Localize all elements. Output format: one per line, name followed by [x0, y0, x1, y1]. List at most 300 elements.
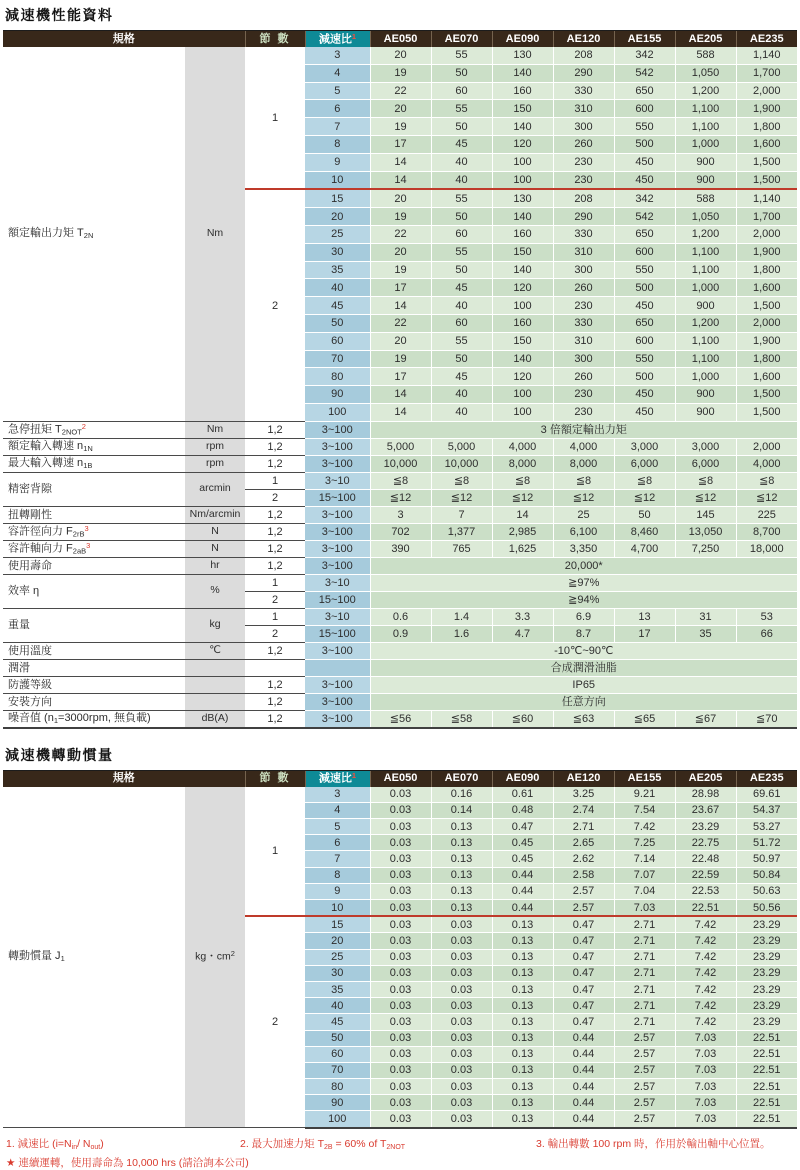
value-cell: 20 [370, 332, 431, 350]
value-cell: 0.47 [553, 933, 614, 949]
value-cell: 45 [431, 368, 492, 386]
value-cell: 130 [492, 189, 553, 207]
unit-cell [185, 608, 245, 642]
value-cell: 0.03 [431, 1046, 492, 1062]
ratio-cell: 35 [305, 261, 370, 279]
ratio-cell: 3~100 [305, 523, 370, 540]
unit-cell [185, 557, 245, 574]
value-cell: 60 [431, 225, 492, 243]
ratio-cell: 25 [305, 225, 370, 243]
spec-row [3, 676, 797, 693]
value-cell: 260 [553, 368, 614, 386]
value-cell: 1,100 [675, 261, 736, 279]
value-cell: 8,000 [553, 455, 614, 472]
value-cell: 55 [431, 100, 492, 118]
value-cell: 145 [675, 506, 736, 523]
value-cell: 290 [553, 64, 614, 82]
spec-row [3, 557, 797, 574]
block-label-cell [3, 47, 185, 421]
stage-cell: 1,2 [245, 642, 305, 659]
ratio-cell: 15~100 [305, 591, 370, 608]
value-cell: 7,250 [675, 540, 736, 557]
value-cell: 600 [614, 100, 675, 118]
value-cell: 342 [614, 47, 675, 64]
model-header-ae120: AE120 [553, 770, 614, 787]
value-cell: 23.29 [675, 819, 736, 835]
ratio-cell: 3~100 [305, 540, 370, 557]
value-cell: 450 [614, 153, 675, 171]
value-cell: 0.13 [492, 1030, 553, 1046]
value-cell: 500 [614, 135, 675, 153]
unit-cell [185, 787, 245, 1128]
superscript: 2 [81, 421, 86, 431]
value-cell: 208 [553, 47, 614, 64]
value-cell: 7.42 [675, 998, 736, 1014]
ratio-cell: 10 [305, 900, 370, 917]
value-cell: 7.04 [614, 883, 675, 899]
value-cell: 230 [553, 297, 614, 315]
value-cell: 40 [431, 386, 492, 404]
value-cell: 2.58 [553, 867, 614, 883]
value-cell: 8,700 [736, 523, 797, 540]
value-cell: 650 [614, 225, 675, 243]
value-cell: 450 [614, 386, 675, 404]
value-cell: 1.6 [431, 625, 492, 642]
text-segment: ) [100, 1137, 104, 1150]
value-cell: 0.03 [431, 916, 492, 933]
value-cell: 1,050 [675, 64, 736, 82]
stage-cell: 2 [245, 625, 305, 642]
value-cell: 8,000 [492, 455, 553, 472]
text-segment: 容許徑向力 F [8, 525, 73, 538]
value-span-cell: IP65 [370, 676, 797, 693]
value-cell: 0.13 [431, 819, 492, 835]
value-cell: 1,377 [431, 523, 492, 540]
value-cell: 1,600 [736, 368, 797, 386]
value-cell: 900 [675, 297, 736, 315]
model-header-ae205: AE205 [675, 770, 736, 787]
model-header-ae155: AE155 [614, 770, 675, 787]
text-segment: = 60% of T [332, 1137, 387, 1150]
value-cell: 1,500 [736, 386, 797, 404]
subscript: 1B [83, 461, 93, 471]
value-cell: 2.57 [614, 1079, 675, 1095]
model-header-ae090: AE090 [492, 31, 553, 48]
value-cell: 23.29 [736, 981, 797, 997]
spec-header: 規格 [3, 31, 245, 48]
value-cell: 2.71 [614, 933, 675, 949]
value-cell: 0.03 [370, 965, 431, 981]
value-cell: 1,200 [675, 225, 736, 243]
value-cell: 588 [675, 189, 736, 207]
value-cell: 10,000 [431, 455, 492, 472]
spec-row [3, 506, 797, 523]
value-cell: 7.03 [614, 900, 675, 917]
text-segment: =3000rpm, 無負載) [58, 712, 151, 725]
value-cell: 0.16 [431, 787, 492, 803]
value-cell: 1,140 [736, 47, 797, 64]
value-cell: 55 [431, 47, 492, 64]
value-cell: 1,700 [736, 208, 797, 226]
footnote-star [6, 1155, 797, 1170]
value-cell: 2.57 [614, 1030, 675, 1046]
value-cell: 1,625 [492, 540, 553, 557]
stage-cell: 2 [245, 189, 305, 421]
value-cell: 17 [370, 135, 431, 153]
value-cell: 4.7 [492, 625, 553, 642]
ratio-cell: 3~100 [305, 506, 370, 523]
value-cell: 225 [736, 506, 797, 523]
value-cell: 2.57 [553, 900, 614, 917]
value-cell: 22.51 [736, 1079, 797, 1095]
subscript: 1N [83, 444, 93, 454]
value-cell: 28.98 [675, 787, 736, 803]
value-cell: 0.47 [553, 949, 614, 965]
model-header-ae070: AE070 [431, 31, 492, 48]
value-cell: 8,460 [614, 523, 675, 540]
value-cell: 0.47 [553, 981, 614, 997]
value-cell: 1,800 [736, 261, 797, 279]
value-cell: 1,800 [736, 350, 797, 368]
value-cell: 0.03 [370, 1014, 431, 1030]
value-cell: 208 [553, 189, 614, 207]
unit-cell [185, 642, 245, 659]
value-cell: ≦12 [675, 489, 736, 506]
value-cell: 53 [736, 608, 797, 625]
value-cell: 7.03 [675, 1046, 736, 1062]
text-segment: 容許軸向力 F [8, 542, 73, 555]
value-cell: 3,000 [675, 438, 736, 455]
value-cell: 22.51 [736, 1062, 797, 1078]
ratio-cell: 80 [305, 368, 370, 386]
table-header [3, 31, 797, 48]
value-cell: ≦8 [431, 472, 492, 489]
value-cell: 0.03 [370, 851, 431, 867]
value-cell: 22 [370, 82, 431, 100]
value-cell: 2.57 [614, 1111, 675, 1128]
subscript: 2aB [72, 546, 87, 556]
value-cell: 140 [492, 208, 553, 226]
value-cell: 2,000 [736, 438, 797, 455]
text-segment: rpm [205, 439, 225, 452]
value-cell: 22.48 [675, 851, 736, 867]
value-cell: 1,100 [675, 350, 736, 368]
ratio-cell: 20 [305, 208, 370, 226]
value-cell: 60 [431, 314, 492, 332]
value-cell: 50 [431, 261, 492, 279]
value-cell: 3.25 [553, 787, 614, 803]
value-cell: 160 [492, 314, 553, 332]
value-cell: 22.51 [736, 1111, 797, 1128]
superscript: 3 [86, 540, 91, 550]
spec-label-cell [3, 506, 185, 523]
value-cell: 900 [675, 153, 736, 171]
value-cell: 1,140 [736, 189, 797, 207]
text-segment: 減速比 [318, 33, 352, 46]
value-cell: 500 [614, 368, 675, 386]
value-cell: 8.7 [553, 625, 614, 642]
text-segment: ★ 連續運轉，使用壽命為 10,000 hrs (請洽詢本公司) [6, 1156, 249, 1169]
value-cell: 230 [553, 403, 614, 421]
value-cell: 1,500 [736, 297, 797, 315]
ratio-cell: 10 [305, 171, 370, 189]
ratio-cell: 30 [305, 965, 370, 981]
value-cell: 19 [370, 118, 431, 136]
spec-label-cell [3, 574, 185, 608]
stage-cell: 1 [245, 608, 305, 625]
value-cell: ≦8 [370, 472, 431, 489]
ratio-cell: 8 [305, 867, 370, 883]
value-cell: 1,500 [736, 403, 797, 421]
value-cell: 0.03 [370, 1062, 431, 1078]
stage-cell: 1 [245, 787, 305, 917]
value-cell: 120 [492, 279, 553, 297]
value-cell: 0.13 [492, 949, 553, 965]
value-cell: 53.27 [736, 819, 797, 835]
value-cell: 300 [553, 261, 614, 279]
ratio-cell: 3~100 [305, 642, 370, 659]
value-cell: ≦63 [553, 710, 614, 728]
value-cell: 23.29 [736, 949, 797, 965]
value-cell: 330 [553, 82, 614, 100]
value-cell: 7.42 [614, 819, 675, 835]
value-cell: 14 [370, 171, 431, 189]
stage-cell: 1 [245, 472, 305, 489]
value-cell: 40 [431, 403, 492, 421]
value-cell: 50.84 [736, 867, 797, 883]
value-span-cell: -10℃~90℃ [370, 642, 797, 659]
value-cell: 20 [370, 243, 431, 261]
value-cell: 7.42 [675, 916, 736, 933]
unit-cell [185, 710, 245, 728]
value-cell: 6,000 [675, 455, 736, 472]
superscript: 2 [230, 949, 235, 959]
value-cell: 25 [553, 506, 614, 523]
value-cell: 120 [492, 135, 553, 153]
value-cell: 0.03 [431, 1062, 492, 1078]
value-cell: 3 [370, 506, 431, 523]
value-cell: ≦12 [431, 489, 492, 506]
value-cell: 7.54 [614, 802, 675, 818]
value-cell: 0.6 [370, 608, 431, 625]
value-span-cell: 20,000* [370, 557, 797, 574]
value-cell: 0.03 [431, 965, 492, 981]
value-cell: 14 [370, 403, 431, 421]
spec-label-cell [3, 693, 185, 710]
text-segment: dB(A) [201, 711, 229, 724]
value-cell: 2.71 [614, 965, 675, 981]
value-cell: 0.03 [370, 1079, 431, 1095]
value-cell: 1,000 [675, 135, 736, 153]
value-cell: 0.03 [370, 998, 431, 1014]
value-cell: 19 [370, 64, 431, 82]
value-cell: 0.13 [492, 1046, 553, 1062]
unit-cell [185, 659, 245, 676]
value-cell: 7.42 [675, 949, 736, 965]
ratio-cell: 6 [305, 100, 370, 118]
text-segment: % [210, 584, 220, 597]
value-cell: ≦12 [370, 489, 431, 506]
value-cell: 150 [492, 100, 553, 118]
ratio-cell: 70 [305, 1062, 370, 1078]
text-segment: 使用溫度 [8, 644, 52, 657]
value-cell: 69.61 [736, 787, 797, 803]
superscript: 1 [351, 771, 357, 781]
value-cell: 10,000 [370, 455, 431, 472]
model-header-ae205: AE205 [675, 31, 736, 48]
ratio-cell: 60 [305, 1046, 370, 1062]
spec-row [3, 455, 797, 472]
ratio-cell: 90 [305, 386, 370, 404]
value-cell: 0.13 [431, 867, 492, 883]
value-cell: ≦60 [492, 710, 553, 728]
ratio-cell: 25 [305, 949, 370, 965]
value-cell: 1,700 [736, 64, 797, 82]
model-header-ae235: AE235 [736, 31, 797, 48]
value-cell: 0.03 [431, 1095, 492, 1111]
model-header-ae235: AE235 [736, 770, 797, 787]
stage-cell: 1,2 [245, 455, 305, 472]
value-cell: 0.03 [370, 802, 431, 818]
value-cell: 330 [553, 314, 614, 332]
value-cell: 0.03 [431, 949, 492, 965]
ratio-cell: 45 [305, 297, 370, 315]
value-cell: 230 [553, 171, 614, 189]
ratio-cell [305, 659, 370, 676]
unit-cell [185, 574, 245, 608]
value-cell: ≦70 [736, 710, 797, 728]
value-cell: 60 [431, 82, 492, 100]
ratio-cell: 3 [305, 787, 370, 803]
value-cell: 66 [736, 625, 797, 642]
value-cell: 2.71 [614, 998, 675, 1014]
value-cell: 2.62 [553, 851, 614, 867]
stage-cell: 1,2 [245, 693, 305, 710]
table-body [3, 787, 797, 1128]
value-cell: 542 [614, 208, 675, 226]
ratio-cell: 60 [305, 332, 370, 350]
value-cell: 7.42 [675, 933, 736, 949]
value-cell: 450 [614, 297, 675, 315]
unit-cell [185, 676, 245, 693]
value-cell: 0.03 [370, 1111, 431, 1128]
value-cell: 0.44 [553, 1030, 614, 1046]
value-cell: 0.47 [553, 916, 614, 933]
value-cell: 19 [370, 350, 431, 368]
spec-label-cell [3, 438, 185, 455]
block-label-cell [3, 787, 185, 1128]
value-cell: 40 [431, 171, 492, 189]
value-cell: 650 [614, 82, 675, 100]
value-cell: 260 [553, 135, 614, 153]
value-cell: 40 [431, 297, 492, 315]
stages-header: 節 數 [245, 770, 305, 787]
text-segment: N [211, 524, 219, 537]
model-header-ae070: AE070 [431, 770, 492, 787]
value-cell: 0.44 [553, 1095, 614, 1111]
text-segment: ℃ [209, 643, 221, 656]
ratio-row [3, 787, 797, 803]
text-segment: 防護等級 [8, 678, 52, 691]
ratio-cell: 15~100 [305, 489, 370, 506]
value-cell: 7.03 [675, 1095, 736, 1111]
value-cell: 1,900 [736, 100, 797, 118]
ratio-cell: 9 [305, 883, 370, 899]
text-segment: N [211, 541, 219, 554]
value-cell: 0.03 [431, 1014, 492, 1030]
stage-cell: 2 [245, 591, 305, 608]
value-cell: 0.48 [492, 802, 553, 818]
value-cell: 0.13 [492, 981, 553, 997]
spec-label-cell [3, 710, 185, 728]
value-cell: 140 [492, 64, 553, 82]
value-cell: 2.65 [553, 835, 614, 851]
value-cell: 0.47 [553, 965, 614, 981]
value-cell: 0.45 [492, 851, 553, 867]
ratio-header [305, 31, 370, 48]
value-cell: 230 [553, 386, 614, 404]
value-cell: 22.51 [736, 1095, 797, 1111]
ratio-cell: 3~10 [305, 472, 370, 489]
value-cell: 3.3 [492, 608, 553, 625]
subscript: 2NOT [61, 427, 82, 437]
value-cell: 0.03 [370, 916, 431, 933]
spec-row [3, 540, 797, 557]
unit-cell [185, 523, 245, 540]
subscript: 1 [53, 716, 59, 726]
value-cell: 3,350 [553, 540, 614, 557]
value-cell: 0.9 [370, 625, 431, 642]
value-cell: 600 [614, 243, 675, 261]
stages-header: 節 數 [245, 31, 305, 48]
text-segment: 潤滑 [8, 661, 30, 674]
superscript: 1 [351, 31, 357, 41]
value-cell: 1,100 [675, 332, 736, 350]
value-cell: 22 [370, 225, 431, 243]
subscript: in [71, 1143, 78, 1151]
value-cell: 2.57 [614, 1062, 675, 1078]
value-cell: 900 [675, 386, 736, 404]
value-cell: 0.44 [492, 867, 553, 883]
value-cell: 0.61 [492, 787, 553, 803]
stage-cell: 1,2 [245, 421, 305, 438]
value-cell: 2.71 [614, 949, 675, 965]
value-cell: 1,600 [736, 279, 797, 297]
value-cell: 7.42 [675, 1014, 736, 1030]
ratio-cell: 15 [305, 189, 370, 207]
spec-row [3, 523, 797, 540]
value-cell: 0.13 [431, 883, 492, 899]
value-cell: 0.44 [553, 1079, 614, 1095]
value-cell: 1,000 [675, 368, 736, 386]
text-segment: 噪音值 (n [8, 712, 54, 725]
value-cell: 22.53 [675, 883, 736, 899]
value-cell: 0.44 [492, 900, 553, 917]
value-cell: 0.03 [370, 933, 431, 949]
ratio-cell: 50 [305, 1030, 370, 1046]
performance-table-title: 減速機性能資料 [5, 7, 114, 23]
ratio-cell: 7 [305, 118, 370, 136]
ratio-cell: 50 [305, 314, 370, 332]
value-cell: ≦8 [736, 472, 797, 489]
ratio-cell: 40 [305, 998, 370, 1014]
value-cell: 22.75 [675, 835, 736, 851]
subscript: 2rB [72, 529, 85, 539]
value-cell: 45 [431, 279, 492, 297]
value-cell: 7.03 [675, 1111, 736, 1128]
text-segment: 額定輸出力矩 T [8, 227, 84, 240]
value-cell: 18,000 [736, 540, 797, 557]
